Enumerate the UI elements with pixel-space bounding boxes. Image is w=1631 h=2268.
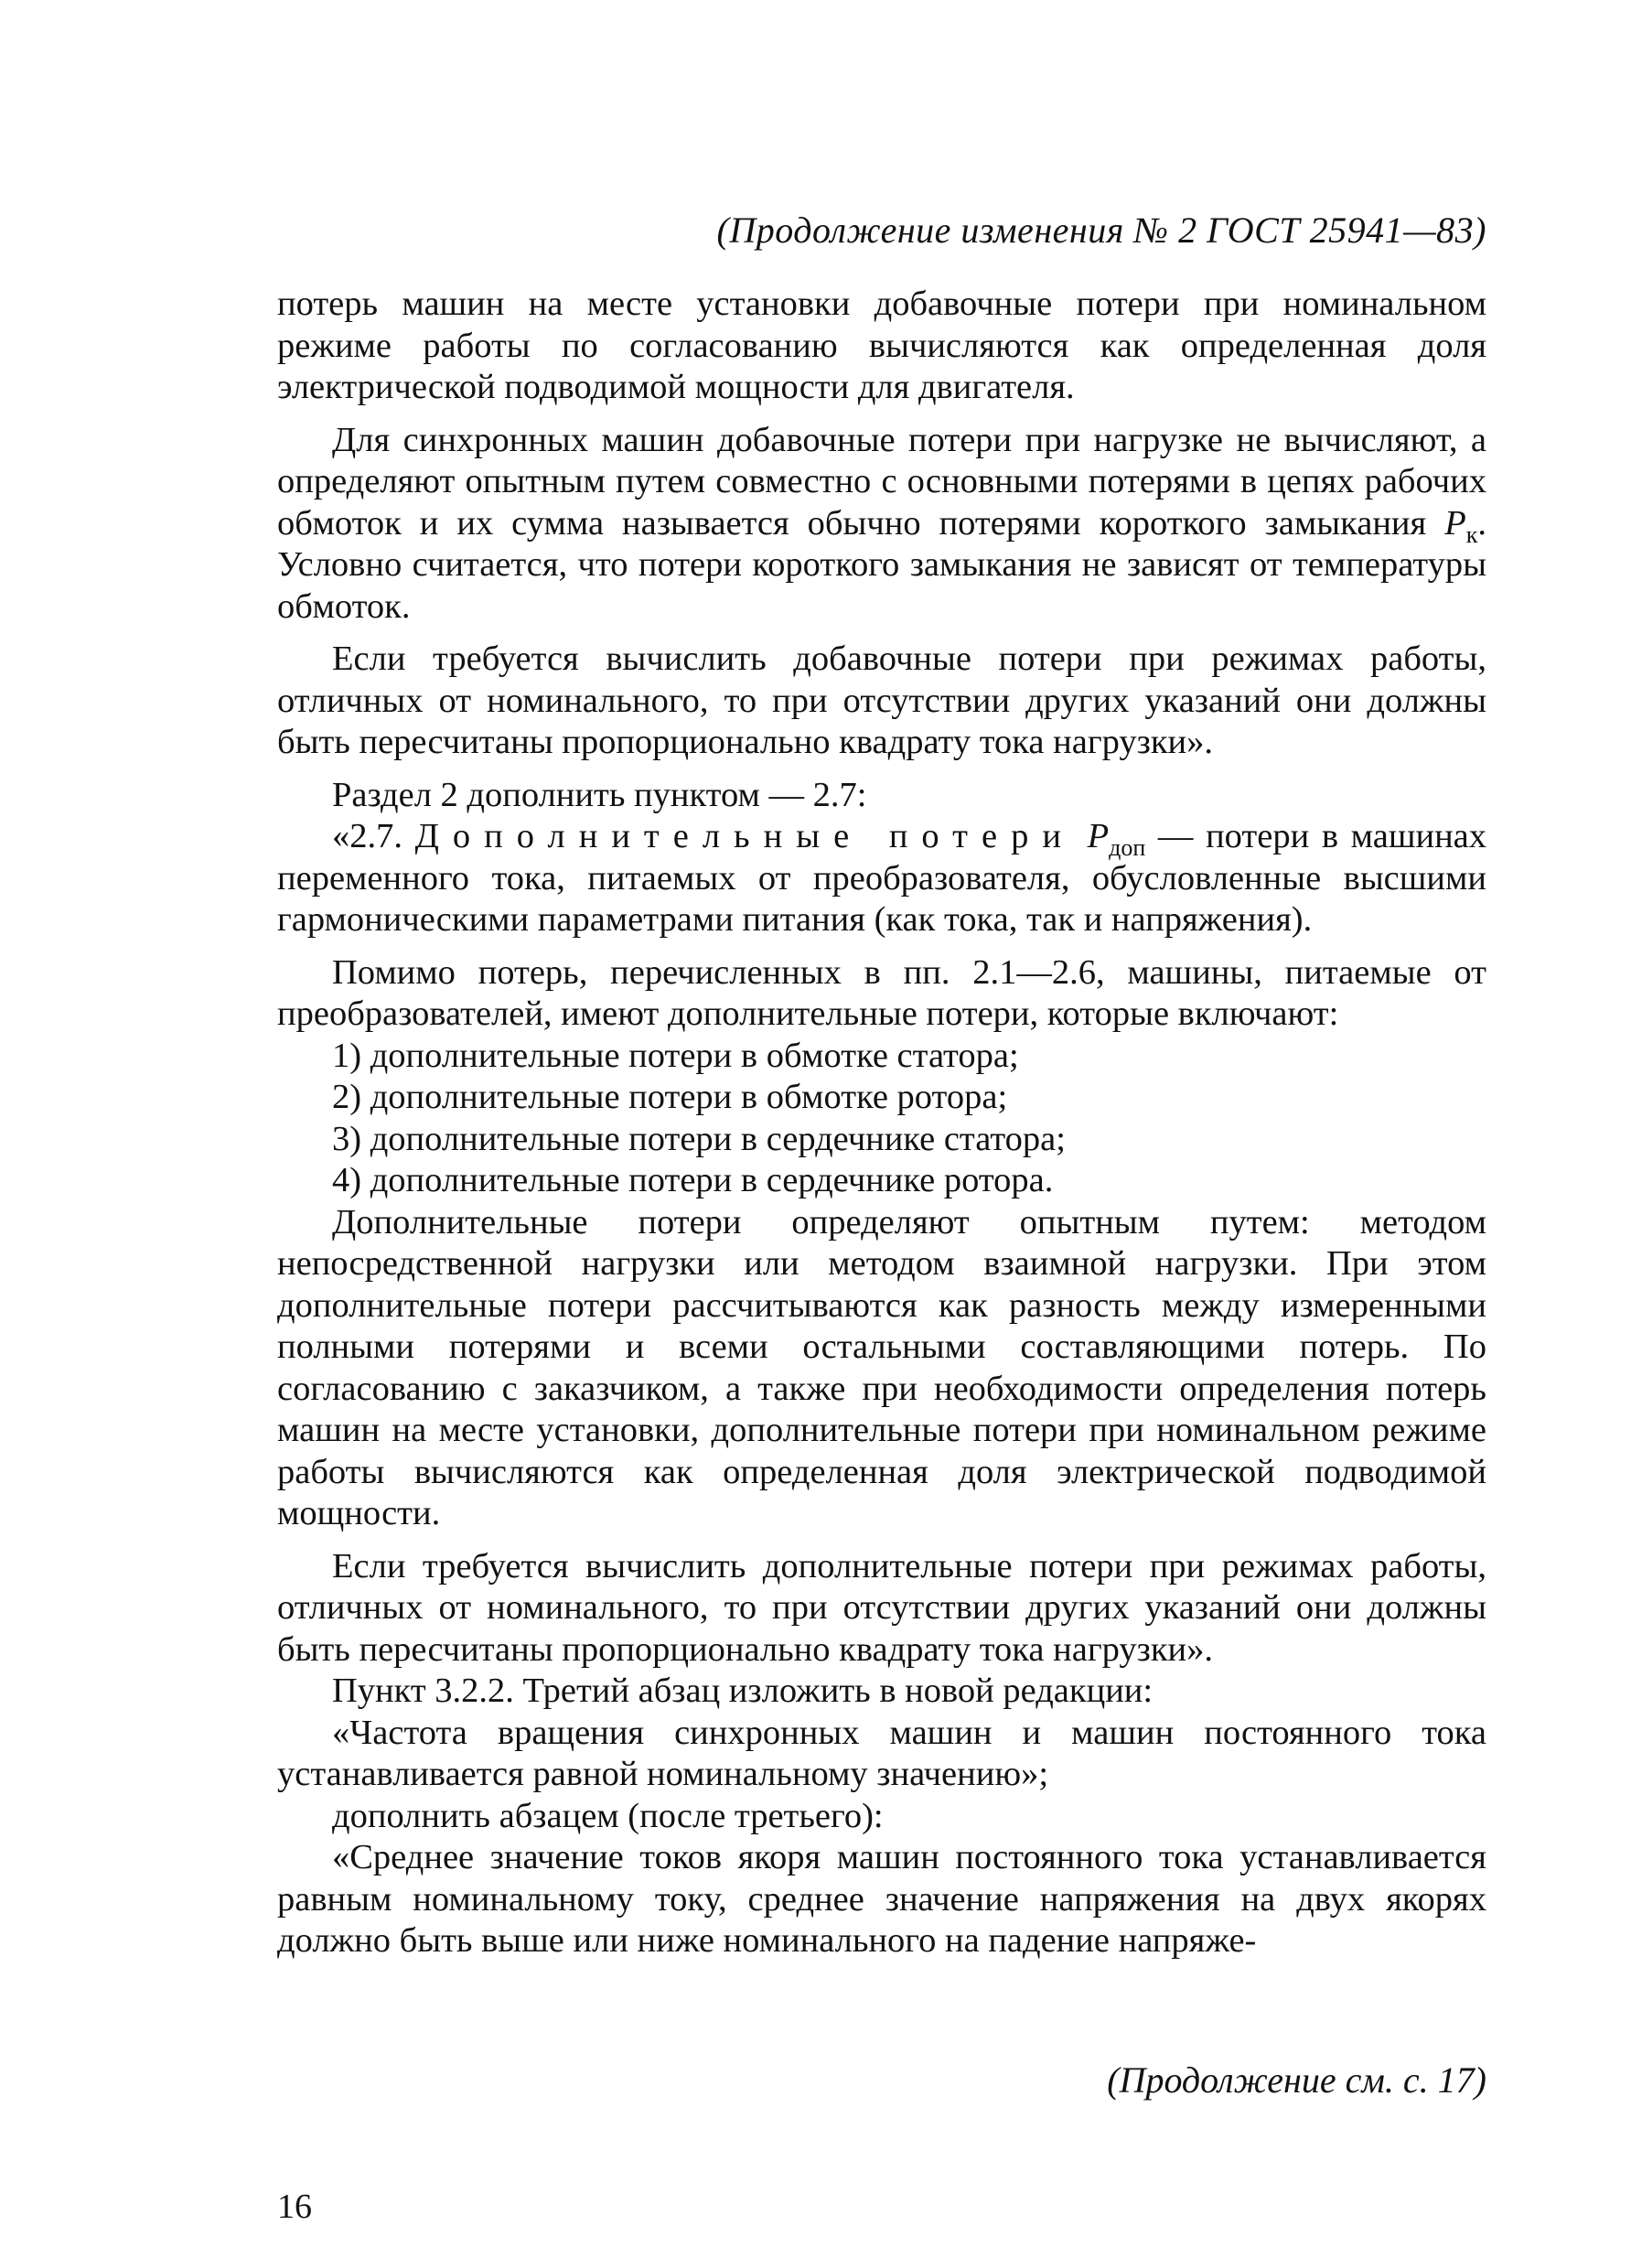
body-text: [277, 284, 1486, 1962]
paragraph-2-text-b: . Условно считается, что потери короткого замыкания не зависят от температуры обмоток.: [277, 503, 1486, 626]
list-item: 2) дополнительные потери в обмотке ротора;: [332, 1078, 1008, 1116]
paragraph-5: [277, 816, 1486, 941]
paragraph-11: дополнить абзацем (после третьего):: [332, 1796, 884, 1835]
page-number: 16: [277, 2187, 312, 2226]
continued-note: (Продолжение см. с. 17): [1107, 2059, 1486, 2101]
document-page: [277, 209, 1486, 1962]
running-head: (Продолжение изменения № 2 ГОСТ 25941—83): [716, 210, 1486, 251]
subscript-k: к: [1465, 521, 1478, 548]
paragraph-5-text-b: — потери в машинах переменного тока, питаемых от преобразователя, обусловленные высшими гармоническими параметрами питания (как тока, так и напряжения).: [277, 817, 1487, 939]
paragraph-1: потерь машин на месте установки добавочные потери при номинальном режиме работы по согласованию вычисляются как определенная доля электрической подводимой мощности для двигателя.: [277, 285, 1486, 406]
list-item: 1) дополнительные потери в обмотке статора;: [332, 1036, 1019, 1075]
paragraph-7: Дополнительные потери определяют опытным путем: методом непосредственной нагрузки или методом взаимной нагрузки. При этом дополнительные потери рассчитываются как разность между измеренными полными потерями и всеми остальными составляющими потерь. По согласованию с заказчиком, а также при необходимости определения потерь машин на месте установки, дополнительные потери при номинальном режиме работы вычисляются как определенная доля электрической подводимой мощности.: [277, 1202, 1486, 1532]
list-item: 3) дополнительные потери в сердечнике статора;: [332, 1119, 1066, 1158]
paragraph-10: «Частота вращения синхронных машин и машин постоянного тока устанавливается равной номинальному значению»;: [277, 1713, 1486, 1793]
paragraph-5-text-a: «2.7.: [332, 817, 415, 855]
paragraph-9: Пункт 3.2.2. Третий абзац изложить в новой редакции:: [332, 1671, 1154, 1710]
list-item: 4) дополнительные потери в сердечнике ротора.: [332, 1161, 1054, 1199]
symbol-p: P: [1444, 503, 1466, 543]
subscript-dop: доп: [1109, 834, 1146, 861]
paragraph-2: [277, 420, 1486, 629]
paragraph-12: «Среднее значение токов якоря машин постоянного тока устанавливается равным номинальному току, среднее значение напряжения на двух якорях должно быть выше или ниже номинального на падение напряже-: [277, 1838, 1486, 1960]
symbol-p-dop: P: [1087, 817, 1110, 855]
paragraph-2-text-a: Для синхронных машин добавочные потери при нагрузке не вычисляют, а определяют опытным путем совместно с основными потерями в цепях рабочих обмоток и их сумма называется обычно потерями короткого замыкания: [277, 420, 1486, 543]
paragraph-4: Раздел 2 дополнить пунктом — 2.7:: [332, 775, 867, 814]
defined-term: Дополнительные потери: [414, 817, 1075, 855]
paragraph-3: Если требуется вычислить добавочные потери при режимах работы, отличных от номинального, то при отсутствии других указаний они должны быть пересчитаны пропорционально квадрату тока нагрузки».: [277, 640, 1486, 761]
paragraph-8: Если требуется вычислить дополнительные потери при режимах работы, отличных от номинального, то при отсутствии других указаний они должны быть пересчитаны пропорционально квадрату тока нагрузки».: [277, 1546, 1486, 1669]
paragraph-6: Помимо потерь, перечисленных в пп. 2.1—2.6, машины, питаемые от преобразователей, имеют дополнительные потери, которые включают:: [277, 952, 1486, 1033]
